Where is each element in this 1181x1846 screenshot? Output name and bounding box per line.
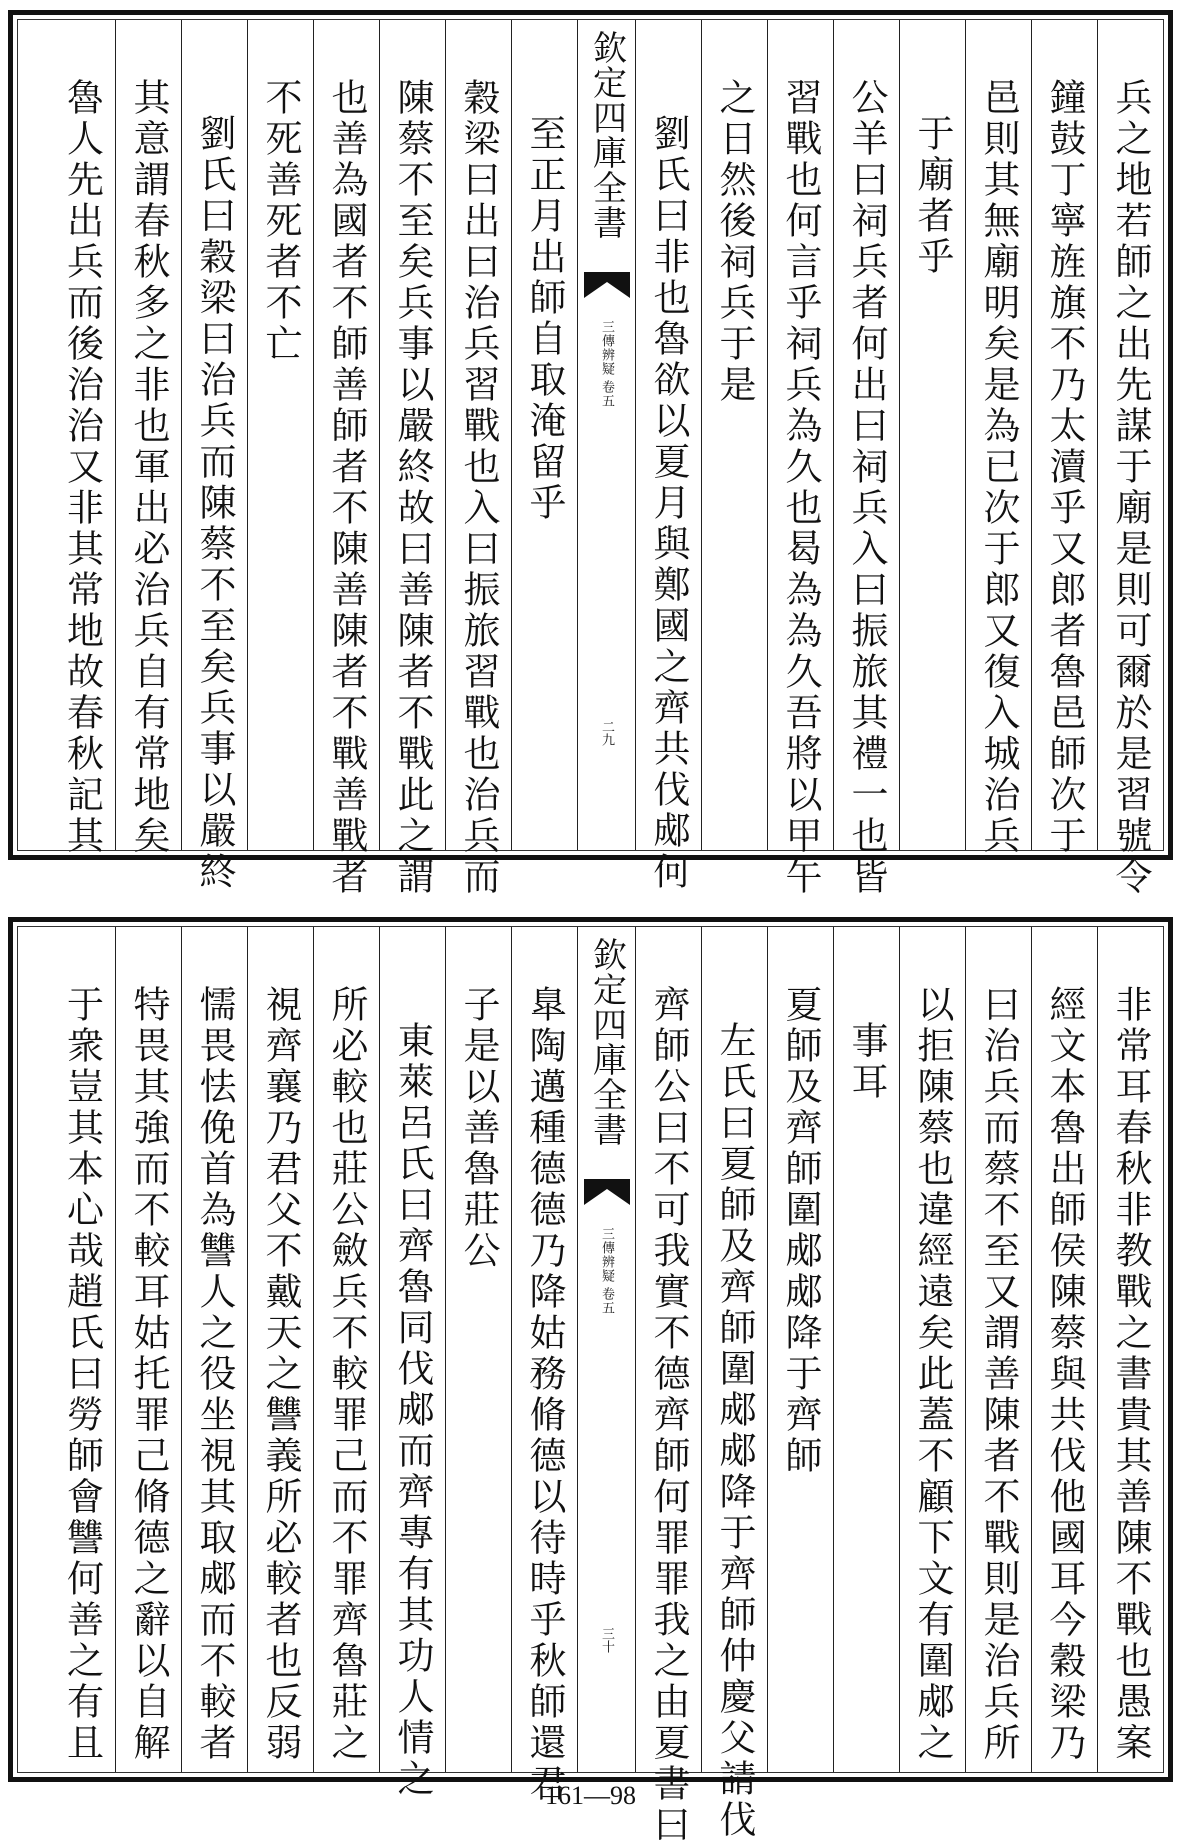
top-page-frame: [17, 19, 1164, 898]
text-column: 非常耳春秋非教戰之書貴其善陳不戰也愚案: [1097, 927, 1163, 1772]
spine-book-title: 三傳辨疑: [599, 1227, 614, 1283]
text-column: 以拒陳蔡也違經遠矣此蓋不顧下文有圍郕之: [899, 927, 965, 1772]
text-column: 之日然後祠兵于是: [701, 20, 767, 850]
text-column: 也善為國者不師善師者不陳善陳者不戰善戰者: [313, 20, 379, 850]
text-column: 懦畏怯俛首為讐人之役坐視其取郕而不較者: [181, 927, 247, 1772]
text-column: 習戰也何言乎祠兵為久也曷為為久吾將以甲午: [767, 20, 833, 850]
spine-volume: 卷五: [599, 1287, 614, 1315]
text-column: 不死善死者不亡: [247, 20, 313, 850]
text-column: 公羊曰祠兵者何出曰祠兵入曰振旅其禮一也皆: [833, 20, 899, 850]
page-spine: [577, 20, 635, 850]
spine-volume: 卷五: [599, 380, 614, 408]
text-column: 于衆豈其本心哉趙氏曰勞師會讐何善之有且: [60, 985, 104, 1764]
text-column: 兵之地若師之出先謀于廟是則可爾於是習號令: [1097, 20, 1163, 850]
text-column: 臯陶邁種德德乃降姑務脩德以待時乎秋師還君: [511, 927, 577, 1772]
spine-book-title: 三傳辨疑: [599, 320, 614, 376]
page-spine: [577, 927, 635, 1772]
text-column: 經文本魯出師侯陳蔡與共伐他國耳今穀梁乃: [1031, 927, 1097, 1772]
text-column: 陳蔡不至矣兵事以嚴終故曰善陳者不戰此之謂: [379, 20, 445, 850]
fishtail-mark-icon: [584, 272, 630, 302]
text-column: 至正月出師自取淹留乎: [511, 20, 577, 850]
text-column: 齊師公曰不可我實不德齊師何罪罪我之由夏書曰: [635, 927, 701, 1772]
spine-title: 欽定四庫全書: [586, 30, 627, 240]
text-column: 劉氏曰穀梁曰治兵而陳蔡不至矣兵事以嚴終: [181, 20, 247, 850]
text-column: 所必較也莊公斂兵不較罪己而不罪齊魯莊之: [313, 927, 379, 1772]
text-column: 劉氏曰非也魯欲以夏月與鄭國之齊共伐郕何: [635, 20, 701, 850]
text-column: 事耳: [833, 927, 899, 1772]
text-column: 東萊呂氏曰齊魯同伐郕而齊專有其功人情之: [379, 927, 445, 1772]
text-column: 左氏曰夏師及齊師圍郕郕降于齊師仲慶父請伐: [701, 927, 767, 1772]
text-column: 特畏其強而不較耳姑托罪己脩德之辭以自解: [115, 927, 181, 1772]
text-column: 邑則其無廟明矣是為已次于郎又復入城治兵: [965, 20, 1031, 850]
text-column: 魯人先出兵而後治治又非其常地故春秋記其: [60, 78, 104, 857]
top-page-columns: [18, 20, 1163, 898]
text-column: 其意謂春秋多之非也軍出必治兵自有常地矣: [115, 20, 181, 850]
text-column: 視齊襄乃君父不戴天之讐義所必較者也反弱: [247, 927, 313, 1772]
spine-folio: 二九: [599, 720, 614, 746]
text-column: 子是以善魯莊公: [445, 927, 511, 1772]
text-column: 于廟者乎: [899, 20, 965, 850]
text-column: 鐘鼓丁寧旌旗不乃太瀆乎又郎者魯邑師次于: [1031, 20, 1097, 850]
fishtail-mark-icon: [584, 1179, 630, 1209]
top-page: [8, 10, 1173, 898]
text-column: 夏師及齊師圍郕郕降于齊師: [767, 927, 833, 1772]
spine-title: 欽定四庫全書: [586, 937, 627, 1147]
spine-folio: 三十: [599, 1627, 614, 1653]
page-number: 161—98: [545, 1781, 636, 1810]
text-column: 曰治兵而蔡不至又謂善陳者不戰則是治兵所: [965, 927, 1031, 1772]
text-column: 穀梁曰出曰治兵習戰也入曰振旅習戰也治兵而: [445, 20, 511, 850]
